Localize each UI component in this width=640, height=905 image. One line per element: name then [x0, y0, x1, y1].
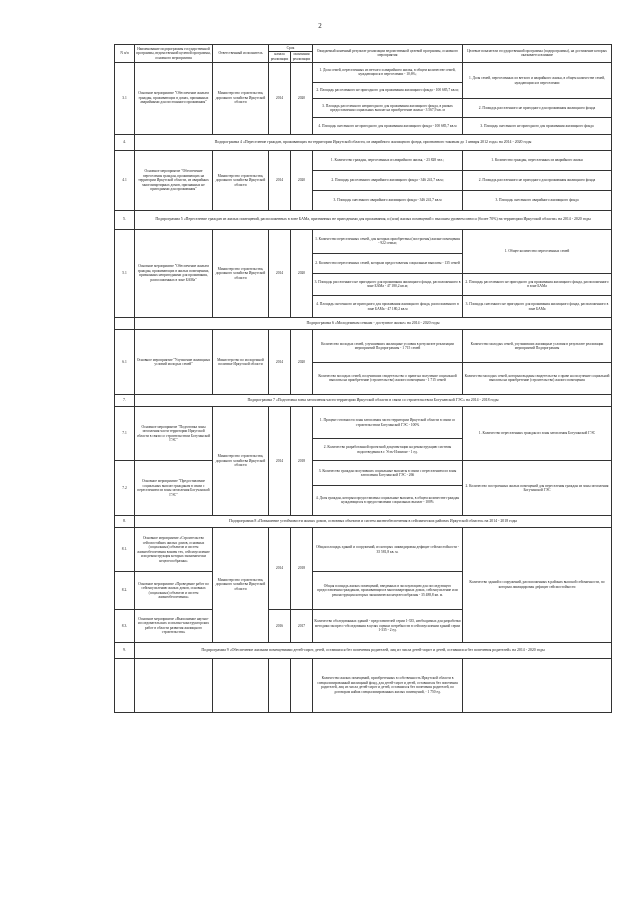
measure-name: Основное мероприятие "Улучшение жилищных условий молодых семей": [135, 330, 213, 394]
end-year: 2020: [291, 62, 313, 134]
subprogram-num: 7.: [115, 394, 135, 406]
expected-result: 4. Площадь снесенного не пригодного для проживания жилищного фонда - 100 685,7 кв.м: [313, 118, 463, 134]
subprogram-title: Подпрограмма 5 «Переселение граждан из жилых помещений, расположенных в зоне БАМа, признанных не пригодными для проживания, и (или) жилых помещений с высоким уровнем износа (более 70%) на территории Иркутской области» на 2014 - 2020 годы: [135, 211, 612, 229]
header-row-1: [115, 45, 612, 52]
row-num: 6.1: [115, 330, 135, 394]
target-indicator: 3. Площадь снесенного аварийного жилищного фонда: [463, 191, 612, 211]
row-num: 8.1.: [115, 527, 135, 571]
expected-result: 3. Площадь расселенного непригодного для проживания жилищного фонда, в рамках предоставления социальных выплат на приобретение жилья - 3 567,9 кв. м: [313, 99, 463, 118]
target-indicator: 1. Общее количество переселенных семей: [463, 229, 612, 273]
end-year: 2020: [291, 229, 313, 318]
expected-result: 1. Доля семей, переселенных из ветхого и аварийного жилья, в общем количестве семей, нуждающихся в переселении - 10,6%;: [313, 62, 463, 82]
measure-name: Основное мероприятие «Проведение работ по сейсмоусилению жилых домов, основных (социальных) объектов и систем жизнеобеспечения»: [135, 572, 213, 610]
program-row: [115, 527, 612, 571]
program-row: [115, 407, 612, 439]
executor: Министерство по молодежной политике Иркутской области: [213, 330, 269, 394]
subprogram-title: Подпрограмма 8 «Повышение устойчивости жилых домов, основных объектов и систем жизнеобеспечения в сейсмических районах Иркутской области» на 2014 - 2018 годы: [135, 515, 612, 527]
expected-result: 4. Доля граждан, которым предоставлены социальные выплаты, в общем количестве граждан нуждающихся в предоставлении социальных выплат - 100%: [313, 485, 463, 515]
target-indicator: 3. Площадь снесенного не пригодного для проживания жилищного фонда, расположенного в зоне БАМа: [463, 296, 612, 318]
expected-result: 1. Количество переселенных семей, для которых приобретены (построены) жилые помещения - 922 семьи;: [313, 229, 463, 253]
start-year: [269, 658, 291, 712]
header-end: окончания реализации: [291, 51, 313, 62]
start-year: 2014: [269, 62, 291, 134]
subprogram-title: Подпрограмма 6 «Молодежным семьям - доступное жилье» на 2014 - 2020 годы: [135, 318, 612, 330]
expected-result: Общая площадь зданий и сооружений, из которых ликвидирован дефицит сейсмостойкости - 35 581,8 кв. м.: [313, 527, 463, 571]
end-year: 2017: [291, 610, 313, 642]
measure-name: Основное мероприятие "Подготовка зоны затопления части территории Иркутской области в связи со строительством Богучанской ГЭС": [135, 407, 213, 461]
measure-name: Основное мероприятие "Обеспечение жильем граждан, проживающих в домах, признанных аварийными для постоянного проживания": [135, 62, 213, 134]
subprogram-row: [115, 211, 612, 229]
measure-name: [135, 658, 213, 712]
header-start: начала реализации: [269, 51, 291, 62]
expected-result: 3. Количество граждан получивших социальные выплаты в связи с переселением из зоны затопления Богучанской ГЭС - 266: [313, 461, 463, 485]
expected-result: Количество молодых семей, получивших свидетельство о праве на получение социальной выплаты на приобретение (строительство) жилого помещения - 1 715 семей: [313, 362, 463, 394]
executor: Министерство строительства, дорожного хозяйства Иркутской области: [213, 407, 269, 516]
header-result: Ожидаемый конечный результат реализации ведомственной целевой программы, основного мероприятия: [313, 45, 463, 63]
program-table: [114, 44, 612, 713]
subprogram-row: [115, 515, 612, 527]
subprogram-num: 8.: [115, 515, 135, 527]
expected-result: 3. Площадь снесенного аварийного жилищного фонда - 346 241,7 кв.м: [313, 191, 463, 211]
end-year: [291, 658, 313, 712]
row-num: 7.1: [115, 407, 135, 461]
row-num: 8.3.: [115, 610, 135, 642]
start-year: 2014: [269, 527, 291, 609]
expected-result: 2. Площадь расселенного не пригодного для проживания жилищного фонда - 100 685,7 кв.м;: [313, 83, 463, 99]
subprogram-row: [115, 642, 612, 658]
expected-result: 2. Количество переселенных семей, которым предоставлены социальные выплаты - 135 семей: [313, 253, 463, 273]
measure-name: Основное мероприятие "Обеспечение переселения граждан, проживающих на территории Иркутской области, из аварийных многоквартирных домов, признанных не пригодными для проживания": [135, 150, 213, 211]
row-num: 7.2: [115, 461, 135, 515]
subprogram-num: 9.: [115, 642, 135, 658]
program-row: [115, 150, 612, 170]
header-name: Наименование подпрограммы государственной программы, ведомственной целевой программы, основного мероприятия: [135, 45, 213, 63]
expected-result: Количество молодых семей, улучшивших жилищные условия в результате реализации мероприятий Подпрограммы - 1 715 семей: [313, 330, 463, 362]
executor: Министерство строительства, дорожного хозяйства Иркутской области: [213, 150, 269, 211]
measure-name: Основное мероприятие «Выполнение научно-исследовательских и опытно-конструкторских работ в области развития жилищного строительства»: [135, 610, 213, 642]
executor: [213, 658, 269, 712]
row-num: 5.1: [115, 229, 135, 318]
measure-name: Основное мероприятие «Строительство сейсмостойких жилых домов, основных (социальных) объектов и систем жизнеобеспечения взамен тех, сейсмоусиление или реконструкция которых экономически нецелесообразны»: [135, 527, 213, 571]
target-indicator: [463, 658, 612, 712]
executor: Министерство строительства, дорожного хозяйства Иркутской области: [213, 62, 269, 134]
program-row: [115, 658, 612, 712]
expected-result: Количество жилых помещений, приобретенных в собственность Иркутской области в специализированный жилищный фонд, для детей-сирот и детей, оставшихся без попечения родителей, лиц из числа детей-сирот и детей, оставшихся без попечения родителей, по договорам найма специализированных жилых помещений, - 1 750 ед.: [313, 658, 463, 712]
subprogram-title: Подпрограмма 4 «Переселение граждан, проживающих на территории Иркутской области, из аварийного жилищного фонда, признанного таковым до 1 января 2012 года» на 2014 - 2020 годы: [135, 134, 612, 150]
target-indicator: 3. Площадь снесенного не пригодного для проживания жилищного фонда: [463, 118, 612, 134]
target-indicator: Количество молодых семей, которым выданы свидетельства о праве на получение социальной выплаты на приобретение (строительство) жилого помещения: [463, 362, 612, 394]
start-year: 2014: [269, 229, 291, 318]
table-body: [115, 45, 612, 713]
header-executor: Ответственный исполнитель: [213, 45, 269, 63]
subprogram-title: Подпрограмма 9 «Обеспечение жилыми помещениями детей-сирот, детей, оставшихся без попечения родителей, лиц из числа детей-сирот и детей, оставшихся без попечения родителей» на 2014 - 2020 годы: [135, 642, 612, 658]
subprogram-num: 5.: [115, 211, 135, 229]
target-indicator: Количество зданий и сооружений, расположенных в районах высокой сейсмичности, по которым ликвидирован дефицит сейсмостойкости: [463, 527, 612, 642]
expected-result: 1. Процент готовности зоны затопления части территории Иркутской области в связи со строительством Богучанской ГЭС - 100%: [313, 407, 463, 439]
header-period: Срок: [269, 45, 313, 52]
expected-result: 3. Площадь расселенного не пригодного для проживания жилищного фонда, расположенного в зоне БАМа - 47 180,2 кв.м;: [313, 273, 463, 295]
target-indicator: Количество молодых семей, улучшивших жилищные условия в результате реализации мероприятий Подпрограммы: [463, 330, 612, 362]
subprogram-row: [115, 318, 612, 330]
header-indicators: Целевые показатели государственной программы (подпрограммы), на достижение которых оказывается влияние: [463, 45, 612, 63]
row-num: [115, 658, 135, 712]
header-num: N п/п: [115, 45, 135, 63]
program-row: [115, 461, 612, 485]
target-indicator: 2. Площадь расселенного не пригодного для проживания жилищного фонда, расположенного в зоне БАМа: [463, 273, 612, 295]
expected-result: 4. Площадь снесенного не пригодного для проживания жилищного фонда, расположенного в зоне БАМа - 47 180,2 кв.м: [313, 296, 463, 318]
row-num: 8.2.: [115, 572, 135, 610]
page-number: 2: [318, 22, 322, 30]
target-indicator: 2. Площадь расселенного не пригодного для проживания жилищного фонда: [463, 99, 612, 118]
row-num: 3.1: [115, 62, 135, 134]
subprogram-num: 4.: [115, 134, 135, 150]
program-row: [115, 62, 612, 82]
expected-result: 1. Количество граждан, переселенных из аварийного жилья, - 23 828 чел.;: [313, 150, 463, 170]
expected-result: Количество обследованных зданий - представителей серии 1-335, необходимых для разработки методики экспресс-обследования в целях оценки потребности в сейсмоусилении зданий серии 1-335 - 2 ед.: [313, 610, 463, 642]
executor: Министерство строительства, дорожного хозяйства Иркутской области: [213, 527, 269, 642]
target-indicator: 2. Площадь расселенного не пригодного для проживания жилищного фонда: [463, 170, 612, 190]
program-row: [115, 229, 612, 253]
executor: Министерство строительства, дорожного хозяйства Иркутской области: [213, 229, 269, 318]
end-year: 2018: [291, 407, 313, 516]
target-indicator: 1. Количество граждан, переселенных из аварийного жилья: [463, 150, 612, 170]
subprogram-row: [115, 134, 612, 150]
row-num: 4.1: [115, 150, 135, 211]
expected-result: Общая площадь жилых помещений, введенных в эксплуатацию для последующего предоставления гражданам, проживающим в многоквартирных домах, сейсмоусиление или реконструкция которых экономически нецелесообразны - 35 488,8 кв. м.: [313, 572, 463, 610]
end-year: 2018: [291, 527, 313, 609]
target-indicator: 2. Количество построенных жилых помещений для переселения граждан из зоны затопления Богучанской ГЭС: [463, 461, 612, 515]
expected-result: 2. Количество разработанной проектной документации на реконструкцию системы водоотведения в г. Усть-Илимске - 1 ед.: [313, 439, 463, 461]
subprogram-title: Подпрограмма 7 «Подготовка зоны затопления части территории Иркутской области в связи со строительством Богучанской ГЭС» на 2014 - 2018 годы: [135, 394, 612, 406]
start-year: 2014: [269, 150, 291, 211]
program-row: [115, 330, 612, 362]
start-year: 2016: [269, 610, 291, 642]
measure-name: Основное мероприятие "Обеспечение жильем граждан, проживающих в жилых помещениях, признанных непригодными для проживания, расположенных в зоне БАМа": [135, 229, 213, 318]
subprogram-num: [115, 318, 135, 330]
measure-name: Основное мероприятие "Предоставление социальных выплат гражданам в связи с переселением из зоны затопления Богучанской ГЭС": [135, 461, 213, 515]
subprogram-row: [115, 394, 612, 406]
start-year: 2014: [269, 407, 291, 516]
target-indicator: 1. Доля семей, переселенных из ветхого и аварийного жилья, в общем количестве семей, нуждающихся в переселении: [463, 62, 612, 98]
target-indicator: 1. Количество переселенных граждан из зоны затопления Богучанской ГЭС: [463, 407, 612, 461]
end-year: 2020: [291, 330, 313, 394]
expected-result: 2. Площадь расселенного аварийного жилищного фонда - 346 241,7 кв.м;: [313, 170, 463, 190]
end-year: 2020: [291, 150, 313, 211]
start-year: 2014: [269, 330, 291, 394]
